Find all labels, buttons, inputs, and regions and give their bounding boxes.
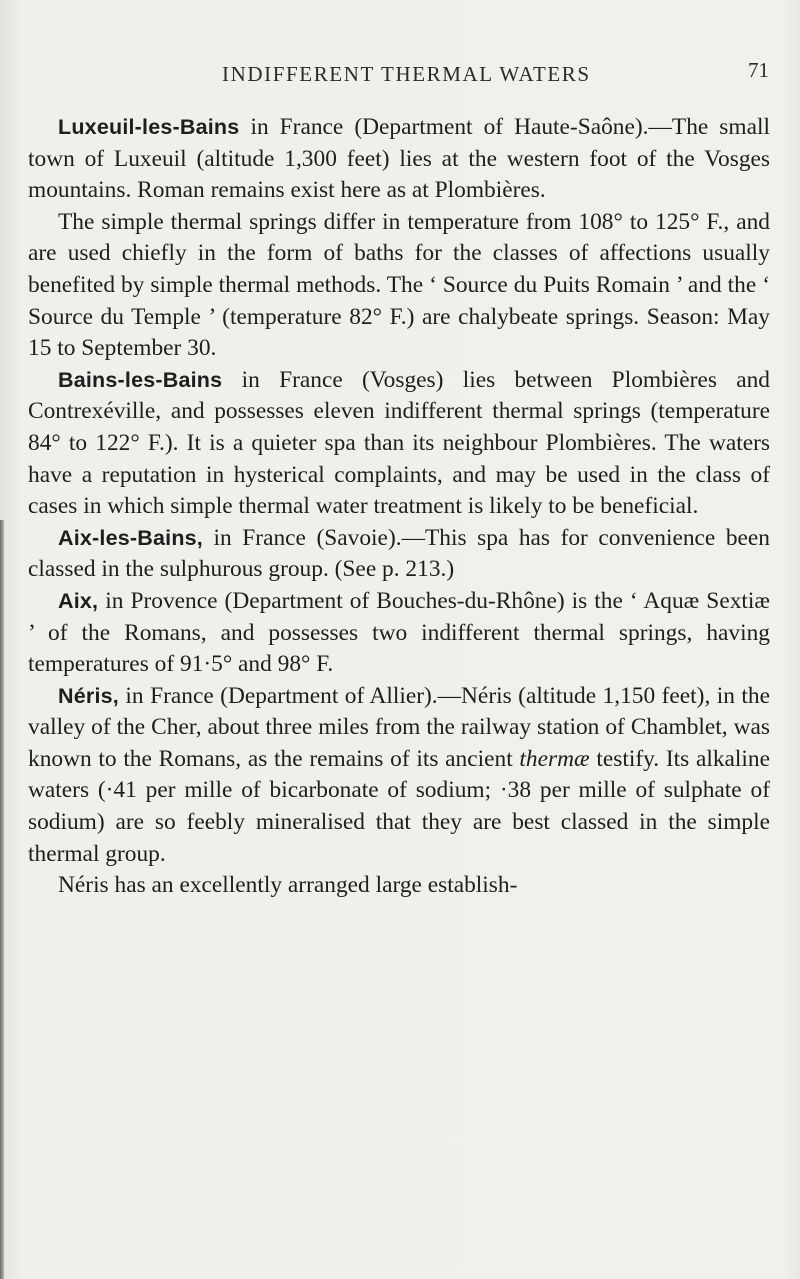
paragraph-text: in Provence (Department of Bouches-du-Rhône) is the ‘ Aquæ Sextiæ ’ of the Romans, and possesses two indifferent thermal springs, having temperatures of 91·5° and 98° F. bbox=[28, 587, 770, 678]
paragraph-text: The simple thermal springs differ in temperature from 108° to 125° F., and are used chiefly in the form of baths for the classes of affections usually benefited by simple thermal methods. The ‘ Source du Puits Romain ’ and the ‘ Source du Temple ’ (temperature 82° F.) are chalybeate springs. Season: May 15 to September 30. bbox=[28, 208, 770, 362]
entry-heading-luxeuil: Luxeuil-les-Bains bbox=[58, 115, 240, 139]
paragraph-aix bbox=[28, 586, 770, 681]
paragraph-neris-establishment bbox=[28, 870, 770, 902]
paragraph-text: in France (Department of Haute-Saône).—The small town of Luxeuil (altitude 1,300 feet) lies at the western foot of the Vosges mountains. Roman remains exist here as at Plombières. bbox=[28, 114, 770, 204]
page-number: 71 bbox=[748, 58, 769, 82]
paragraph-text: Néris has an excellently arranged large establish- bbox=[58, 872, 518, 899]
paragraph-luxeuil-springs bbox=[28, 207, 770, 365]
paragraph-text: in France (Department of Allier).—Néris (altitude 1,150 feet), in the valley of the Cher, about three miles from the railway station of Chamblet, was known to the Romans, as the remains of its ancient bbox=[28, 682, 770, 772]
italic-term: thermæ bbox=[519, 745, 590, 772]
entry-heading-bains: Bains-les-Bains bbox=[58, 367, 223, 392]
running-head: INDIFFERENT THERMAL WATERS bbox=[222, 62, 591, 86]
paragraph-neris bbox=[28, 681, 770, 871]
page-edge-shadow bbox=[0, 520, 4, 1279]
entry-heading-aix: Aix, bbox=[58, 588, 99, 613]
paragraph-bains bbox=[28, 365, 770, 523]
paragraph-aix-les-bains bbox=[28, 523, 770, 586]
entry-heading-aix-les-bains: Aix-les-Bains, bbox=[58, 525, 203, 550]
paragraph-luxeuil bbox=[28, 112, 770, 207]
paragraph-text: in France (Savoie).—This spa has for convenience been classed in the sulphurous group. (See p. 213.) bbox=[28, 524, 770, 583]
entry-heading-neris: Néris, bbox=[58, 683, 119, 708]
paragraph-text: testify. Its alkaline waters (·41 per mille of bicarbonate of sodium; ·38 per mille of sulphate of sodium) are so feebly mineralised that they are best classed in the simple thermal group. bbox=[28, 745, 770, 867]
body-text bbox=[28, 112, 770, 902]
paragraph-text: in France (Vosges) lies between Plombières and Contrexéville, and possesses eleven indifferent thermal springs (temperature 84° to 122° F.). It is a quieter spa than its neighbour Plombières. The waters have a reputation in hysterical complaints, and may be used in the class of cases in which simple thermal water treatment is likely to be beneficial. bbox=[28, 366, 770, 520]
